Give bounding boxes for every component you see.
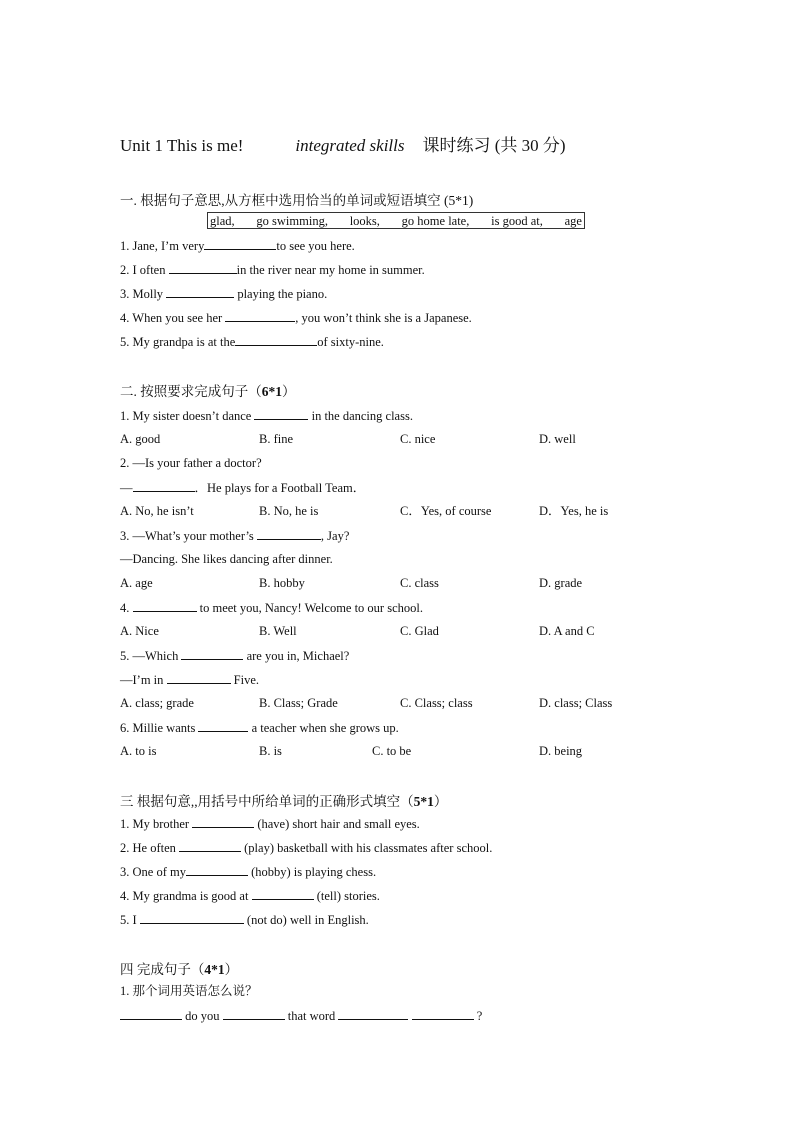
answer-blank[interactable] — [120, 1007, 182, 1020]
answer-blank[interactable] — [198, 719, 248, 732]
answer-blank[interactable] — [166, 285, 234, 298]
answer-blank[interactable] — [254, 407, 308, 420]
word-box-item: looks, — [349, 214, 380, 228]
option-b[interactable]: B. fine — [259, 432, 294, 446]
answer-blank[interactable] — [167, 671, 231, 684]
option-d[interactable]: D. well — [539, 432, 576, 446]
answer-blank[interactable] — [204, 237, 276, 250]
s3-question-3: 3. One of my (hobby) is playing chess. — [120, 865, 377, 879]
answer-blank[interactable] — [252, 887, 314, 900]
option-c[interactable]: C. Class; class — [400, 696, 473, 710]
answer-blank[interactable] — [181, 647, 243, 660]
option-d[interactable]: D. grade — [539, 576, 583, 590]
word-box-item: go swimming, — [256, 214, 328, 228]
answer-blank[interactable] — [140, 911, 244, 924]
answer-blank[interactable] — [257, 527, 321, 540]
unit-title: Unit 1 This is me! — [120, 136, 244, 155]
s3-question-1: 1. My brother (have) short hair and small eyes. — [120, 817, 420, 831]
answer-blank[interactable] — [412, 1007, 474, 1020]
option-c[interactable]: C. Glad — [400, 624, 439, 638]
option-b[interactable]: B. is — [259, 744, 282, 758]
worksheet-title — [120, 131, 566, 156]
topic-title: integrated skills — [295, 136, 405, 155]
s2-question-5-line1: 5. —Which are you in, Michael? — [120, 649, 350, 663]
option-b[interactable]: B. No, he is — [259, 504, 319, 518]
s1-question-1: 1. Jane, I’m very to see you here. — [120, 239, 355, 253]
word-box-item: go home late, — [401, 214, 470, 228]
answer-blank[interactable] — [169, 261, 237, 274]
option-c[interactable]: C．Yes, of course — [400, 504, 492, 518]
option-a[interactable]: A. good — [120, 432, 161, 446]
s2-question-3-line1: 3. —What’s your mother’s , Jay? — [120, 529, 350, 543]
section4-heading: 四 完成句子（4*1） — [120, 962, 239, 977]
s2-question-2-line2: — ．He plays for a Football Team． — [120, 481, 366, 495]
word-box — [207, 212, 585, 229]
answer-blank[interactable] — [186, 863, 248, 876]
answer-blank[interactable] — [133, 479, 195, 492]
title-label: 课时练习 (共 30 分) — [422, 136, 566, 155]
s1-question-3: 3. Molly playing the piano. — [120, 287, 328, 301]
answer-blank[interactable] — [133, 599, 197, 612]
answer-blank[interactable] — [338, 1007, 408, 1020]
word-box-item: is good at, — [491, 214, 543, 228]
section3-heading: 三 根据句意,,用括号中所给单词的正确形式填空（5*1） — [120, 794, 448, 809]
option-a[interactable]: A. age — [120, 576, 153, 590]
option-c[interactable]: C. to be — [372, 744, 412, 758]
option-a[interactable]: A. class; grade — [120, 696, 194, 710]
option-d[interactable]: D．Yes, he is — [539, 504, 609, 518]
word-box-item: glad, — [210, 214, 235, 228]
s1-question-4: 4. When you see her , you won’t think she is a Japanese. — [120, 311, 472, 325]
s2-question-5-line2: —I’m in Five. — [120, 673, 260, 687]
s2-question-6: 6. Millie wants a teacher when she grows up. — [120, 721, 399, 735]
word-box-item: age — [564, 214, 582, 228]
option-d[interactable]: D. A and C — [539, 624, 595, 638]
section2-heading: 二. 按照要求完成句子（6*1） — [120, 384, 296, 399]
answer-blank[interactable] — [223, 1007, 285, 1020]
s2-question-2-line1: 2. —Is your father a doctor? — [120, 456, 262, 470]
answer-blank[interactable] — [235, 333, 317, 346]
option-a[interactable]: A. No, he isn’t — [120, 504, 194, 518]
s4-question-1-cn: 1. 那个词用英语怎么说？ — [120, 984, 258, 998]
answer-blank[interactable] — [225, 309, 295, 322]
s1-question-5: 5. My grandpa is at the of sixty-nine. — [120, 335, 384, 349]
s4-question-1-en: do you that word ? — [120, 1007, 482, 1024]
option-c[interactable]: C. class — [400, 576, 439, 590]
option-c[interactable]: C. nice — [400, 432, 436, 446]
answer-blank[interactable] — [179, 839, 241, 852]
s2-question-3-line2: —Dancing. She likes dancing after dinner. — [120, 552, 333, 566]
s3-question-4: 4. My grandma is good at (tell) stories. — [120, 889, 380, 903]
option-b[interactable]: B. Well — [259, 624, 297, 638]
s1-question-2: 2. I often in the river near my home in summer. — [120, 263, 425, 277]
section1-heading: 一. 根据句子意思,从方框中选用恰当的单词或短语填空 (5*1) — [120, 193, 474, 208]
s2-question-4: 4. to meet you, Nancy! Welcome to our school. — [120, 601, 423, 615]
answer-blank[interactable] — [192, 815, 254, 828]
option-d[interactable]: D. being — [539, 744, 583, 758]
option-a[interactable]: A. to is — [120, 744, 157, 758]
option-d[interactable]: D. class; Class — [539, 696, 613, 710]
s3-question-2: 2. He often (play) basketball with his classmates after school. — [120, 841, 493, 855]
s3-question-5: 5. I (not do) well in English. — [120, 913, 369, 927]
option-a[interactable]: A. Nice — [120, 624, 159, 638]
option-b[interactable]: B. Class; Grade — [259, 696, 338, 710]
option-b[interactable]: B. hobby — [259, 576, 305, 590]
s2-question-1: 1. My sister doesn’t dance in the dancing class. — [120, 409, 413, 423]
